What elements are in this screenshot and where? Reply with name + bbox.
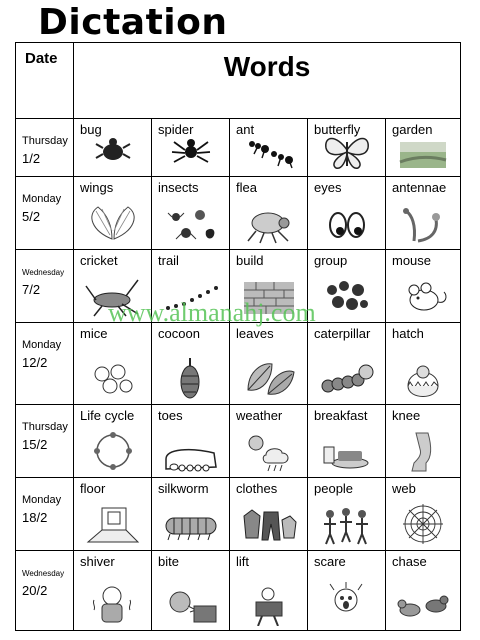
butterfly-icon [308,128,385,174]
shiver-icon [74,582,151,628]
word-label: breakfast [314,408,368,423]
word-cell [386,323,461,405]
word-label: Life cycle [80,408,135,423]
word-cell [230,478,308,551]
dictation-table [15,42,461,631]
day-label: Wednesday [22,268,65,277]
word-label: group [314,253,348,268]
ant-icon [230,128,307,174]
word-label: clothes [236,481,278,496]
day-label: Monday [22,193,62,205]
word-label: spider [158,122,194,137]
group-icon [308,274,385,320]
word-cell [386,177,461,250]
word-cell [230,551,308,631]
word-label: insects [158,180,199,195]
day-label: Monday [22,494,62,506]
word-cell [386,551,461,631]
date-cell [16,551,74,631]
word-cell [152,551,230,631]
word-label: floor [80,481,106,496]
date-label: 20/2 [22,583,48,598]
silkworm-icon [152,502,229,548]
word-label: butterfly [314,122,361,137]
day-label: Thursday [22,421,68,433]
mouse-icon [386,274,460,320]
word-label: toes [158,408,183,423]
word-cell [308,177,386,250]
people-icon [308,502,385,548]
word-label: ant [236,122,255,137]
word-cell [74,177,152,250]
life-cycle-icon [74,429,151,475]
flea-icon [230,201,307,247]
word-cell [230,119,308,177]
word-cell [230,323,308,405]
word-cell [152,177,230,250]
knee-icon [386,429,460,475]
word-cell [74,119,152,177]
word-cell [308,478,386,551]
word-cell [152,478,230,551]
word-cell [74,323,152,405]
word-cell [308,119,386,177]
date-cell [16,323,74,405]
day-label: Monday [22,339,62,351]
date-label: 15/2 [22,437,48,452]
word-label: chase [392,554,427,569]
word-label: shiver [80,554,115,569]
word-label: knee [392,408,421,423]
mice-icon [74,356,151,402]
floor-icon [74,502,151,548]
word-label: web [392,481,416,496]
caterpillar-icon [308,356,385,402]
insects-icon [152,201,229,247]
word-cell [230,177,308,250]
page-title: Dictation [38,2,228,43]
hatch-icon [386,356,460,402]
date-label: 12/2 [22,355,48,370]
word-cell [230,405,308,478]
word-cell [308,405,386,478]
date-cell [16,405,74,478]
date-label: 5/2 [22,209,41,224]
word-label: bug [80,122,102,137]
date-cell [16,478,74,551]
word-label: mice [80,326,108,341]
bite-icon [152,582,229,628]
word-label: scare [314,554,346,569]
word-cell [386,250,461,323]
word-label: build [236,253,264,268]
table-row [16,177,461,250]
table-row [16,119,461,177]
bug-icon [74,128,151,174]
table-row [16,551,461,631]
date-cell [16,250,74,323]
word-cell [152,323,230,405]
table-row [16,405,461,478]
word-label: antennae [392,180,447,195]
word-cell [74,405,152,478]
date-label: 7/2 [22,282,41,297]
antennae-icon [386,201,460,247]
word-cell [308,551,386,631]
word-cell [74,478,152,551]
word-label: leaves [236,326,274,341]
lift-icon [230,582,307,628]
day-label: Thursday [22,135,68,147]
word-label: flea [236,180,257,195]
words-header: Words [74,43,461,119]
garden-icon [386,128,460,174]
watermark: www.almanahj.com [108,298,316,327]
date-cell [16,119,74,177]
word-cell [386,405,461,478]
day-label: Wednesday [22,569,65,578]
eyes-icon [308,201,385,247]
word-label: garden [392,122,433,137]
breakfast-icon [308,429,385,475]
toes-icon [152,429,229,475]
date-cell [16,177,74,250]
date-label: 1/2 [22,151,41,166]
word-cell [386,478,461,551]
word-label: weather [236,408,283,423]
cocoon-icon [152,356,229,402]
spider-icon [152,128,229,174]
word-label: lift [236,554,249,569]
weather-icon [230,429,307,475]
table-row [16,323,461,405]
word-cell [152,405,230,478]
word-label: cocoon [158,326,200,341]
word-cell [152,119,230,177]
word-label: hatch [392,326,424,341]
word-label: people [314,481,354,496]
word-label: eyes [314,180,342,195]
word-label: bite [158,554,179,569]
word-cell [308,323,386,405]
scare-icon [308,582,385,628]
date-header: Date [16,43,74,119]
word-cell [386,119,461,177]
word-label: mouse [392,253,432,268]
leaves-icon [230,356,307,402]
word-cell [74,551,152,631]
word-cell [308,250,386,323]
word-label: caterpillar [314,326,371,341]
word-label: silkworm [158,481,209,496]
web-icon [386,502,460,548]
wings-icon [74,201,151,247]
header-row [16,43,461,119]
clothes-icon [230,502,307,548]
date-label: 18/2 [22,510,48,525]
word-label: cricket [80,253,118,268]
chase-icon [386,582,460,628]
word-label: trail [158,253,179,268]
word-label: wings [80,180,114,195]
table-row [16,478,461,551]
